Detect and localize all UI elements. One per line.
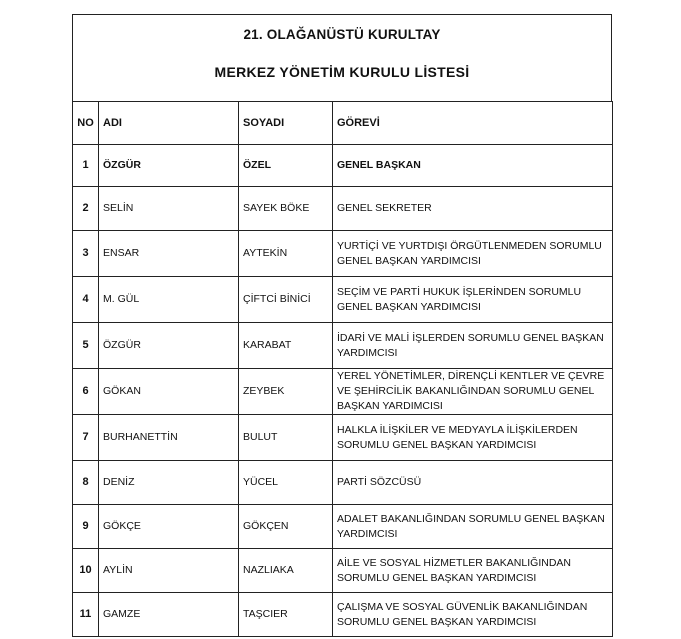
cell-no: 3 bbox=[73, 231, 99, 277]
cell-soyadi: ÇİFTCİ BİNİCİ bbox=[239, 277, 333, 323]
cell-gorevi: AİLE VE SOSYAL HİZMETLER BAKANLIĞINDAN SORUMLU GENEL BAŞKAN YARDIMCISI bbox=[333, 549, 613, 593]
cell-no: 11 bbox=[73, 593, 99, 637]
cell-gorevi: ADALET BAKANLIĞINDAN SORUMLU GENEL BAŞKAN YARDIMCISI bbox=[333, 505, 613, 549]
cell-gorevi: ÇALIŞMA VE SOSYAL GÜVENLİK BAKANLIĞINDAN SORUMLU GENEL BAŞKAN YARDIMCISI bbox=[333, 593, 613, 637]
cell-soyadi: AYTEKİN bbox=[239, 231, 333, 277]
document-sheet bbox=[72, 14, 612, 637]
cell-soyadi: KARABAT bbox=[239, 323, 333, 369]
table-row bbox=[73, 549, 613, 593]
cell-adi: ÖZGÜR bbox=[99, 145, 239, 187]
cell-adi: M. GÜL bbox=[99, 277, 239, 323]
cell-no: 2 bbox=[73, 187, 99, 231]
table-row bbox=[73, 145, 613, 187]
table-row bbox=[73, 187, 613, 231]
document-subtitle: MERKEZ YÖNETİM KURULU LİSTESİ bbox=[214, 64, 470, 80]
cell-no: 8 bbox=[73, 461, 99, 505]
table-row bbox=[73, 461, 613, 505]
cell-adi: AYLİN bbox=[99, 549, 239, 593]
table-row bbox=[73, 369, 613, 415]
table-row bbox=[73, 231, 613, 277]
column-header-soyadi: SOYADI bbox=[239, 102, 333, 145]
cell-no: 9 bbox=[73, 505, 99, 549]
cell-soyadi: TAŞCIER bbox=[239, 593, 333, 637]
cell-gorevi: GENEL BAŞKAN bbox=[333, 145, 613, 187]
cell-gorevi: PARTİ SÖZCÜSÜ bbox=[333, 461, 613, 505]
cell-soyadi: BULUT bbox=[239, 415, 333, 461]
cell-soyadi: ÖZEL bbox=[239, 145, 333, 187]
cell-no: 7 bbox=[73, 415, 99, 461]
cell-soyadi: YÜCEL bbox=[239, 461, 333, 505]
cell-no: 6 bbox=[73, 369, 99, 415]
table-row bbox=[73, 505, 613, 549]
cell-adi: DENİZ bbox=[99, 461, 239, 505]
document-header bbox=[72, 14, 612, 101]
table-row bbox=[73, 277, 613, 323]
column-header-adi: ADI bbox=[99, 102, 239, 145]
cell-gorevi: GENEL SEKRETER bbox=[333, 187, 613, 231]
table-row bbox=[73, 323, 613, 369]
cell-adi: GÖKAN bbox=[99, 369, 239, 415]
cell-no: 5 bbox=[73, 323, 99, 369]
document-title: 21. OLAĞANÜSTÜ KURULTAY bbox=[243, 27, 441, 42]
cell-gorevi: HALKLA İLİŞKİLER VE MEDYAYLA İLİŞKİLERDEN SORUMLU GENEL BAŞKAN YARDIMCISI bbox=[333, 415, 613, 461]
table-row bbox=[73, 593, 613, 637]
cell-adi: SELİN bbox=[99, 187, 239, 231]
cell-adi: ÖZGÜR bbox=[99, 323, 239, 369]
cell-adi: ENSAR bbox=[99, 231, 239, 277]
cell-soyadi: ZEYBEK bbox=[239, 369, 333, 415]
cell-soyadi: NAZLIAKA bbox=[239, 549, 333, 593]
cell-gorevi: YURTİÇİ VE YURTDIŞI ÖRGÜTLENMEDEN SORUMLU GENEL BAŞKAN YARDIMCISI bbox=[333, 231, 613, 277]
cell-adi: GÖKÇE bbox=[99, 505, 239, 549]
column-header-no: NO bbox=[73, 102, 99, 145]
cell-gorevi: YEREL YÖNETİMLER, DİRENÇLİ KENTLER VE ÇEVRE VE ŞEHİRCİLİK BAKANLIĞINDAN SORUMLU GENEL BAŞKAN YARDIMCISI bbox=[333, 369, 613, 415]
table-header-row bbox=[73, 102, 613, 145]
cell-gorevi: İDARİ VE MALİ İŞLERDEN SORUMLU GENEL BAŞKAN YARDIMCISI bbox=[333, 323, 613, 369]
cell-no: 1 bbox=[73, 145, 99, 187]
column-header-gorevi: GÖREVİ bbox=[333, 102, 613, 145]
cell-adi: GAMZE bbox=[99, 593, 239, 637]
cell-gorevi: SEÇİM VE PARTİ HUKUK İŞLERİNDEN SORUMLU GENEL BAŞKAN YARDIMCISI bbox=[333, 277, 613, 323]
cell-soyadi: GÖKÇEN bbox=[239, 505, 333, 549]
table-row bbox=[73, 415, 613, 461]
cell-no: 4 bbox=[73, 277, 99, 323]
cell-adi: BURHANETTİN bbox=[99, 415, 239, 461]
cell-no: 10 bbox=[73, 549, 99, 593]
members-table bbox=[72, 101, 613, 637]
cell-soyadi: SAYEK BÖKE bbox=[239, 187, 333, 231]
